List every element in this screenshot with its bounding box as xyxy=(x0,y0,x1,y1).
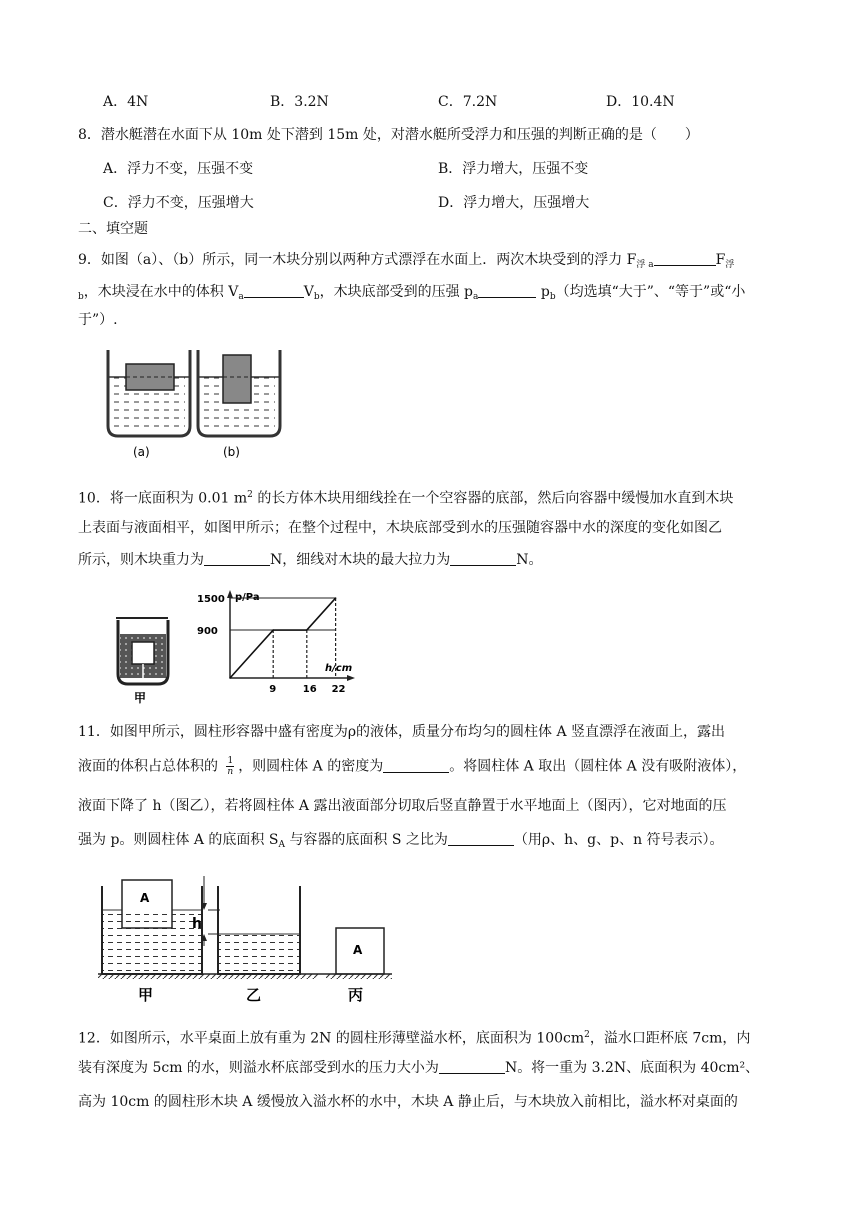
q8-option-c: C．浮力不变，压强增大 xyxy=(103,195,254,211)
q11-line-1: 11．如图甲所示，圆柱形容器中盛有密度为ρ的液体，质量分布均匀的圆柱体 A 竖直漂浮在液面上，露出 xyxy=(78,724,726,740)
q9-sub: b xyxy=(78,292,84,302)
q9-text: ，木块浸在水中的体积 V xyxy=(83,284,239,300)
q7-option-d: D．10.4N xyxy=(606,94,675,110)
y-axis-label: p/Pa xyxy=(235,592,260,603)
q10-text: N，细线对木块的最大拉力为 xyxy=(270,552,451,568)
section-heading: 二、填空题 xyxy=(78,221,148,237)
q11-text: 液面的体积占总体积的 xyxy=(78,758,218,775)
q12-text: ，溢水口距杯底 7cm，内 xyxy=(589,1030,751,1047)
q9-line-2 xyxy=(78,282,745,307)
q12-text: 12．如图所示，水平桌面上放有重为 2N 的圆柱形薄壁溢水杯，底面积为 100cm xyxy=(78,1030,585,1047)
x-axis-label: h/cm xyxy=(325,663,353,674)
answer-blank[interactable] xyxy=(204,551,270,566)
wood-block xyxy=(132,642,154,664)
fig-label-bing: 丙 xyxy=(348,986,364,1004)
block-label: A xyxy=(140,891,150,905)
q7-option-b: B．3.2N xyxy=(270,94,329,110)
y-axis-arrow xyxy=(227,590,233,598)
q9-sub: b xyxy=(549,292,556,302)
x-axis-arrow xyxy=(347,675,355,681)
fig-label-b: (b) xyxy=(223,445,240,459)
q8-option-d: D．浮力增大，压强增大 xyxy=(438,195,590,211)
answer-blank[interactable] xyxy=(244,283,304,298)
fraction-denominator: n xyxy=(227,767,234,777)
q9-figure xyxy=(103,350,283,462)
q8-stem: 8．潜水艇潜在水面下从 10m 处下潜到 15m 处，对潜水艇所受浮力和压强的判断正确的是（ ） xyxy=(78,127,699,143)
q11-text: 。将圆柱体 A 取出（圆柱体 A 没有吸附液体）， xyxy=(449,758,747,775)
q10-text: 的长方体木块用细线拴在一个空容器的底部，然后向容器中缓慢加水直到木块 xyxy=(252,490,734,507)
q8-option-b: B．浮力增大，压强不变 xyxy=(438,161,589,177)
q9-text: V xyxy=(303,284,314,300)
q9-line-3: 于”）. xyxy=(78,312,118,328)
q8-option-a: A．浮力不变，压强不变 xyxy=(103,161,254,177)
q10-figure-jia xyxy=(112,612,182,706)
q10-line-2: 上表面与液面相平，如图甲所示；在整个过程中，木块底部受到水的压强随容器中水的深度的变化如图乙 xyxy=(78,520,722,536)
q7-option-a: A．4N xyxy=(103,94,149,110)
q11-text: （用ρ、h、g、p、n 符号表示）。 xyxy=(513,832,724,848)
q12-line-3: 高为 10cm 的圆柱形木块 A 缓慢放入溢水杯的水中，木块 A 静止后，与木块放入前相比，溢水杯对桌面的 xyxy=(78,1094,738,1110)
liquid-yi xyxy=(218,934,300,974)
q11-text: 强为 p。则圆柱体 A 的底面积 S xyxy=(78,832,279,848)
data-point xyxy=(229,677,231,679)
fig-label-a: (a) xyxy=(133,445,150,459)
x-tick-label: 16 xyxy=(302,684,317,695)
x-tick-label: 22 xyxy=(331,684,346,695)
fig-label-jia: 甲 xyxy=(134,691,147,705)
fig-label-yi: 乙 xyxy=(246,986,262,1004)
q12-line-2 xyxy=(78,1058,759,1078)
q9-sub: b xyxy=(313,292,320,302)
data-point xyxy=(335,597,337,599)
q10-chart xyxy=(195,588,365,696)
q12-sup: 2 xyxy=(584,1030,590,1040)
q10-text: 10．将一底面积为 0.01 m xyxy=(78,490,248,507)
q11-line-4 xyxy=(78,830,724,855)
q10-sup: 2 xyxy=(247,490,253,500)
q11-text: 与容器的底面积 S 之比为 xyxy=(284,832,448,848)
answer-blank[interactable] xyxy=(439,1059,505,1074)
q7-option-c: C．7.2N xyxy=(438,94,498,110)
fraction-numerator: 1 xyxy=(227,756,234,766)
q10-text: N。 xyxy=(516,552,543,568)
q9-sub: 浮 xyxy=(725,260,735,270)
q9-text: p xyxy=(540,284,550,300)
fraction xyxy=(226,756,234,777)
series-line xyxy=(230,598,336,678)
q12-text: N。将一重为 3.2N、底面积为 40cm²、 xyxy=(504,1060,760,1076)
y-tick-label: 1500 xyxy=(197,594,225,606)
q9-sub: 浮 a xyxy=(636,260,654,270)
answer-blank[interactable] xyxy=(478,283,536,298)
q10-text: 所示，则木块重力为 xyxy=(78,552,204,568)
q9-text: F xyxy=(715,252,726,268)
answer-blank[interactable] xyxy=(383,758,449,773)
q11-line-2 xyxy=(78,756,746,777)
block-label: A xyxy=(353,943,363,957)
q12-line-1 xyxy=(78,1025,750,1049)
answer-blank[interactable] xyxy=(448,831,514,846)
answer-blank[interactable] xyxy=(450,551,516,566)
x-tick-label: 9 xyxy=(269,684,277,695)
q10-line-1 xyxy=(78,485,733,509)
q9-line-1 xyxy=(78,250,734,275)
q11-line-3: 液面下降了 h（图乙），若将圆柱体 A 露出液面部分切取后竖直静置于水平地面上（图丙），它对地面的压 xyxy=(78,798,727,814)
q11-figure xyxy=(98,876,398,1004)
answer-blank[interactable] xyxy=(654,251,716,266)
q9-sub: a xyxy=(238,292,244,302)
q9-text: 9．如图（a）、（b）所示，同一木块分别以两种方式漂浮在水面上．两次木块受到的浮力 F xyxy=(78,252,637,268)
h-label: h xyxy=(192,916,202,932)
q11-text: ，则圆柱体 A 的密度为 xyxy=(238,758,384,775)
q9-sub: a xyxy=(473,292,479,302)
y-tick-label: 900 xyxy=(197,626,218,638)
q10-line-3 xyxy=(78,550,543,570)
block-b xyxy=(223,355,251,403)
data-point xyxy=(306,629,308,631)
q9-text: （均选填“大于”、“等于”或“小 xyxy=(555,284,746,300)
q12-text: 装有深度为 5cm 的水，则溢水杯底部受到水的压力大小为 xyxy=(78,1060,439,1076)
fig-label-jia: 甲 xyxy=(138,986,154,1004)
q11-sub: A xyxy=(278,840,285,850)
q9-text: ，木块底部受到的压强 p xyxy=(319,284,474,300)
data-point xyxy=(272,629,274,631)
